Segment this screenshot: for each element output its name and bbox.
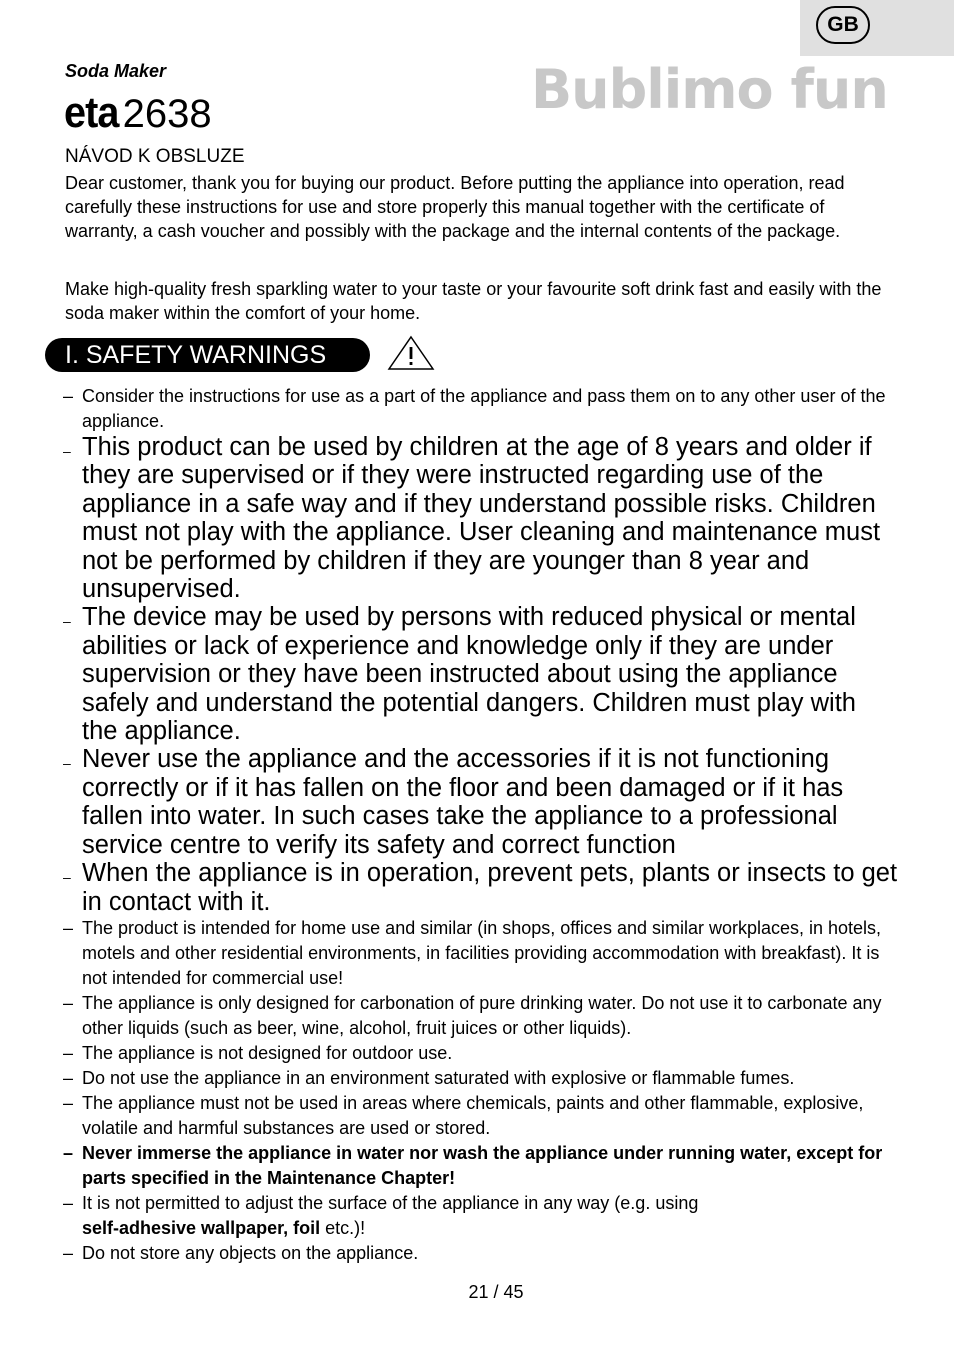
warning-triangle-icon: [386, 334, 436, 372]
list-dash: –: [63, 755, 71, 772]
warning-text: Never immerse the appliance in water nor wash the appliance under running water, except for parts specified in the Maintenance Chapter!: [82, 1142, 883, 1188]
product-name: Bublimo fun: [531, 58, 888, 121]
list-dash: –: [63, 386, 74, 406]
model-line: [64, 88, 212, 138]
warning-text: The appliance is not designed for outdoor use.: [82, 1042, 453, 1063]
list-dash: –: [63, 443, 71, 459]
product-type: Soda Maker: [65, 61, 167, 81]
warning-item: [63, 384, 898, 434]
warning-text: This product can be used by children at the age of 8 years and older if they are supervised or if they were instructed regarding use of the appliance in a safe way and if they understand possible risks. Children must not play with the appliance. User cleaning and maintenance must not be performed by children if they are younger than 8 year and unsupervised.: [82, 433, 881, 604]
warning-text: When the appliance is in operation, prevent pets, plants or insects to get in contact with it.: [82, 859, 898, 916]
warning-item: [63, 859, 898, 916]
intro-paragraph: Make high-quality fresh sparkling water to your taste or your favourite soft drink fast and easily with the soda maker within the comfort of your home.: [65, 279, 882, 323]
safety-warnings-list: [63, 384, 898, 1266]
list-dash: –: [63, 869, 71, 886]
warning-text: The device may be used by persons with reduced physical or mental abilities or lack of experience and knowledge only if they are under supervision or they have been instructed about using the appliance safely and understand the potential dangers. Children must play with the appliance.: [82, 603, 856, 746]
model-number: 2638: [122, 92, 212, 136]
section-header-safety-warnings: I. SAFETY WARNINGS: [45, 338, 370, 372]
brand-logo: eta: [64, 88, 119, 137]
warning-text: Do not use the appliance in an environment saturated with explosive or flammable fumes.: [82, 1067, 795, 1088]
warning-text: The appliance is only designed for carbonation of pure drinking water. Do not use it to carbonate any other liquids (such as beer, wine, alcohol, fruit juices or other liquids).: [82, 992, 882, 1038]
warning-item: [63, 1091, 898, 1141]
list-dash: –: [63, 1092, 74, 1113]
warning-text: Do not store any objects on the appliance.: [82, 1242, 419, 1263]
warning-item: [63, 916, 898, 991]
warning-text: The product is intended for home use and similar (in shops, offices and similar workplaces, in hotels, motels and other residential environments, in facilities providing accommodation with breakfast). It is not intended for commercial use!: [82, 917, 882, 988]
list-dash: –: [63, 613, 71, 630]
language-tab: [800, 0, 954, 56]
intro-paragraph: Dear customer, thank you for buying our product. Before putting the appliance into operation, read carefully these instructions for use and store properly this manual together with the certificate of warranty, a cash voucher and possibly with the package and the internal contents of the package.: [65, 173, 845, 241]
warning-item: [63, 1191, 898, 1241]
warning-text-bold: self-adhesive wallpaper, foil: [82, 1217, 321, 1238]
warning-item: [63, 745, 898, 859]
warning-text: Consider the instructions for use as a part of the appliance and pass them on to any other user of the appliance.: [82, 386, 886, 431]
warning-text: Never use the appliance and the accessories if it is not functioning correctly or if it has fallen on the floor and been damaged or if it has fallen into water. In such cases take the appliance to a professional service centre to verify its safety and correct function: [82, 745, 844, 859]
warning-text-part: It is not permitted to adjust the surface of the appliance in any way (e.g. using: [82, 1192, 699, 1213]
list-dash: –: [63, 1142, 74, 1163]
warning-item: [63, 991, 898, 1041]
warning-item: [63, 1066, 898, 1091]
list-dash: –: [63, 1067, 74, 1088]
warning-item: [63, 603, 898, 745]
warning-item: [63, 433, 898, 603]
list-dash: –: [63, 1192, 74, 1213]
list-dash: –: [63, 1042, 74, 1063]
warning-text: [82, 1191, 898, 1241]
page-number: 21 / 45: [468, 1282, 524, 1302]
list-dash: –: [63, 992, 74, 1013]
warning-item: [63, 1041, 898, 1066]
list-dash: –: [63, 1242, 74, 1263]
warning-text: The appliance must not be used in areas where chemicals, paints and other flammable, explosive, volatile and harmful substances are used or stored.: [82, 1092, 864, 1138]
warning-item: [63, 1241, 898, 1266]
warning-item: [63, 1141, 898, 1191]
manual-title: NÁVOD K OBSLUZE: [65, 146, 245, 167]
warning-text-part: etc.)!: [320, 1217, 366, 1238]
language-badge: GB: [816, 6, 870, 44]
list-dash: –: [63, 917, 74, 938]
